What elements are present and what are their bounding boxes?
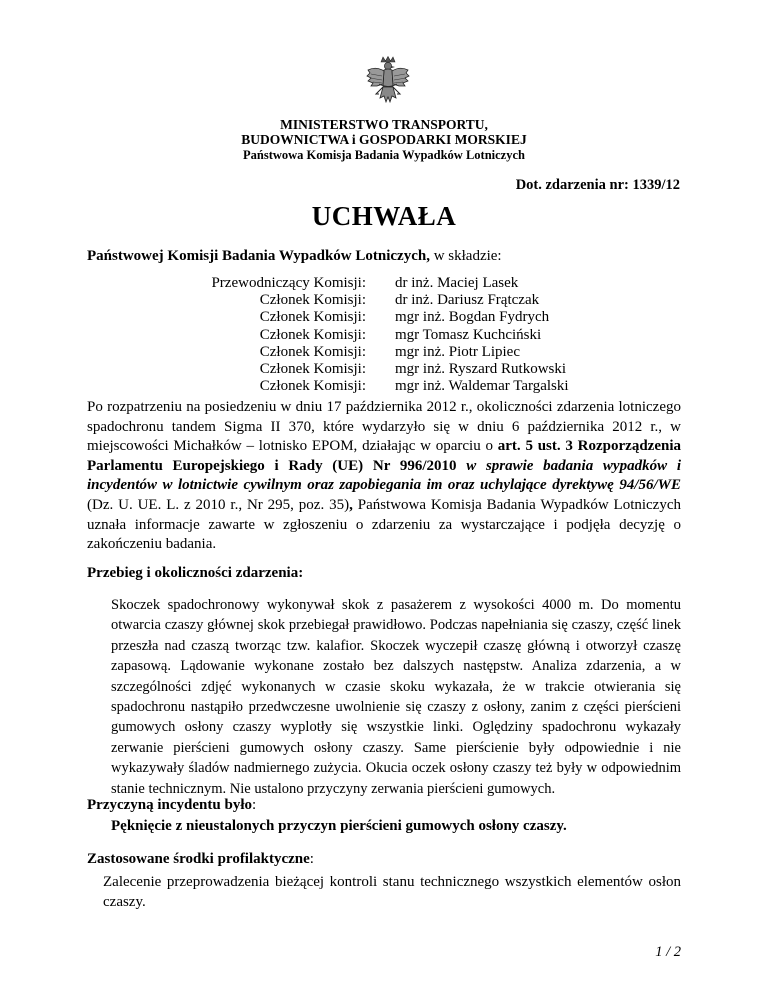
decision-text-2: (Dz. U. UE. L. z 2010 r., Nr 295, poz. 35) <box>87 496 350 513</box>
circumstances-text: Skoczek spadochronowy wykonywał skok z pasażerem z wysokości 4000 m. Do momentu otwarcia czaszy głównej skok przebiegał prawidłowo. Podczas napełniania się czaszy, część linek przeszła nad czaszą tworząc tzw. kalafior. Skoczek wyczepił czaszę główną i otworzył czaszę zapasową. Lądowanie wykonane zostało bez dalszych następstw. Analiza zdarzenia, a w szczególności zdjęć wykonanych w czasie skoku wykazała, że w trakcie otwierania się spadochronu nastąpiło przedwczesne uwolnienie się czaszy z osłony, zanim z części pierścieni gumowych osłony czaszy wyplotły się wszystkie linki. Oględziny spadochronu wykazały zerwanie pierścieni gumowych osłony czaszy. Same pierścienie były odpowiednie i nie wykazywały śladów nadmiernego zużycia. Okucia oczek osłony czaszy też były w odpowiednim stanie technicznym. Nie ustalono przyczyny zerwania pierścieni gumowych. <box>111 597 681 797</box>
document-title: UCHWAŁA <box>311 201 457 231</box>
decision-text-3: Państwowa Komisja Badania Wypadków Lotniczych uznała informacje zawarte w zgłoszeniu o zdarzeniu za wystarczające i podjęła decyzję o zakończeniu badania. <box>87 496 682 553</box>
member-role: Członek Komisji: <box>259 378 366 395</box>
member-name: mgr Tomasz Kuchciński <box>395 326 542 343</box>
decision-legal-basis: art. 5 ust. 3 Rozporządzenia Parlamentu Europejskiego i Rady (UE) Nr 996/2010 <box>87 438 681 474</box>
member-name: mgr inż. Bogdan Fydrych <box>395 309 550 326</box>
member-row <box>0 344 768 361</box>
composition-intro <box>87 248 502 265</box>
member-row <box>0 378 768 395</box>
cause-heading-colon: : <box>252 797 257 813</box>
polish-eagle-emblem-icon <box>366 56 410 110</box>
member-row <box>0 292 768 309</box>
ministry-name-line1: MINISTERSTWO TRANSPORTU, <box>280 117 488 132</box>
member-row <box>0 361 768 378</box>
page-number: 1 / 2 <box>655 944 681 960</box>
member-name: dr inż. Maciej Lasek <box>395 275 519 291</box>
decision-regulation-title: w sprawie badania wypadków i incydentów w lotnictwie cywilnym oraz zapobiegania im oraz uchylające dyrektywę 94/56/WE <box>87 457 681 494</box>
member-role: Członek Komisji: <box>259 343 366 360</box>
commission-name: Państwowa Komisja Badania Wypadków Lotniczych <box>243 148 525 162</box>
cause-text: Pęknięcie z nieustalonych przyczyn pierścieni gumowych osłony czaszy. <box>111 818 567 834</box>
member-name: dr inż. Dariusz Frątczak <box>395 292 540 309</box>
member-row <box>0 327 768 344</box>
member-name: mgr inż. Ryszard Rutkowski <box>395 360 567 377</box>
member-row <box>0 275 768 292</box>
member-name: mgr inż. Waldemar Targalski <box>395 378 569 395</box>
incident-reference-number: Dot. zdarzenia nr: 1339/12 <box>515 177 680 193</box>
measures-text: Zalecenie przeprowadzenia bieżącej kontroli stanu technicznego wszystkich elementów osłon czaszy. <box>103 874 681 910</box>
member-role: Członek Komisji: <box>259 309 366 326</box>
cause-heading <box>87 797 256 814</box>
decision-comma: , <box>349 496 353 513</box>
decision-text-1: Po rozpatrzeniu na posiedzeniu w dniu 17 października 2012 r., okoliczności zdarzenia lotniczego spadochronu tandem Sigma II 370, które wydarzyło się w dniu 6 października 2012 r., w miejscowości Michałków – lotnisko EPOM, działając w oparciu o <box>87 399 681 455</box>
decision-paragraph <box>87 398 681 555</box>
member-name: mgr inż. Piotr Lipiec <box>395 343 520 360</box>
member-role: Członek Komisji: <box>259 292 366 309</box>
member-role: Członek Komisji: <box>259 326 366 343</box>
commission-members-list <box>0 275 768 395</box>
measures-heading-colon: : <box>309 851 314 867</box>
measures-heading-bold: Zastosowane środki profilaktyczne <box>87 851 310 867</box>
ministry-name-line2: BUDOWNICTWA i GOSPODARKI MORSKIEJ <box>241 132 527 147</box>
member-role: Członek Komisji: <box>259 360 366 377</box>
measures-heading <box>87 851 314 868</box>
member-row <box>0 309 768 326</box>
cause-heading-bold: Przyczyną incydentu było <box>87 797 252 813</box>
commission-name-bold: Państwowej Komisji Badania Wypadków Lotniczych, <box>87 248 430 264</box>
member-role: Przewodniczący Komisji: <box>211 275 366 291</box>
circumstances-heading: Przebieg i okoliczności zdarzenia: <box>87 565 304 581</box>
composition-intro-rest: w składzie: <box>429 248 502 264</box>
